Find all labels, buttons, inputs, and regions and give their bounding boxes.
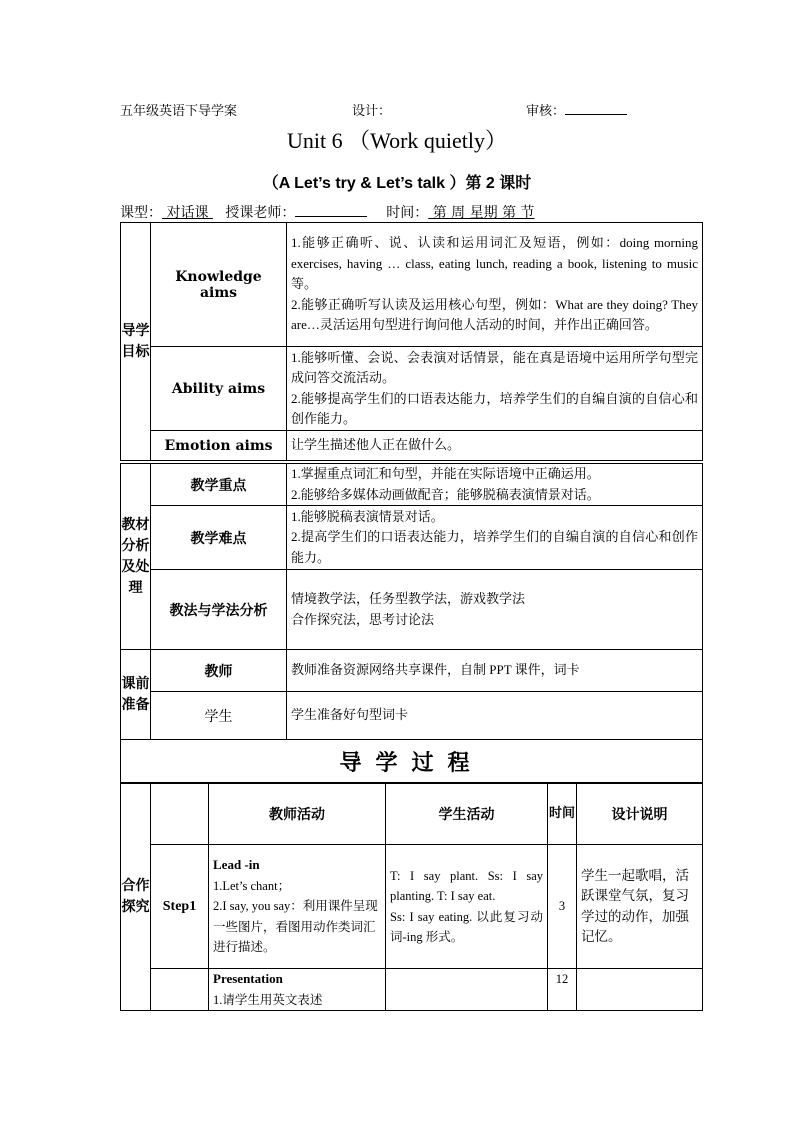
- analysis-table: [120, 463, 703, 784]
- ability-text-2: 2.能够提高学生们的口语表达能力，培养学生们的自编自演的自信心和创作能力。: [291, 390, 698, 426]
- analysis-section-label: 教材分析及处理: [121, 464, 151, 650]
- doc-type: 五年级英语下导学案: [120, 104, 238, 119]
- step1-time: 3: [548, 845, 577, 969]
- process-title: 导学过程: [121, 740, 703, 784]
- process-table: [120, 782, 703, 1011]
- knowledge-label: Knowledge aims: [151, 223, 287, 347]
- col-time: 时间: [548, 783, 577, 845]
- knowledge-text-1: 1.能够正确听、说、认读和运用词汇及短语，例如：doing morning exercises, having … class, eating lunch, reading a book, listening to music 等。: [291, 235, 698, 292]
- process-section-label: 合作探究: [121, 783, 151, 1011]
- step1-teacher-title: Lead -in: [213, 857, 260, 873]
- review-blank: [565, 102, 627, 115]
- step1-student-text-2: Ss: I say eating. 以此复习动词-ing 形式。: [390, 909, 543, 944]
- ability-text-1: 1.能够听懂、会说、会表演对话情景，能在真是语境中运用所学句型完成问答交流活动。: [291, 349, 698, 385]
- method-text: [287, 570, 703, 650]
- step1-design-notes: 学生一起歌唱，活跃课堂气氛，复习学过的动作，加强记忆。: [577, 845, 703, 969]
- prep-teacher-label: 教师: [151, 650, 287, 692]
- step1-teacher-line2: 2.I say, you say：利用课件呈现一些图片，看图用动作类词汇进行描述。: [213, 899, 378, 955]
- review-label: 审核：: [526, 104, 566, 119]
- type-value: 对话课: [162, 205, 213, 221]
- page-title: Unit 6 （Work quietly）: [286, 128, 508, 153]
- step2-teacher-line1: 1.请学生用英文表述: [213, 992, 323, 1007]
- knowledge-text-2: 2.能够正确听写认读及运用核心句型，例如：What are they doing? They are…灵活运用句型进行询问他人活动的时间，并作出正确回答。: [291, 296, 698, 333]
- page-subtitle: （A Let’s try & Let’s talk ）第 2 课时: [262, 175, 532, 192]
- emotion-label: Emotion aims: [151, 431, 287, 461]
- step2-time: 12: [548, 969, 577, 1011]
- key-points-text-1: 1.掌握重点词汇和句型，并能在实际语境中正确运用。: [291, 466, 600, 481]
- difficult-points-label: 教学难点: [151, 506, 287, 570]
- emotion-text: 让学生描述他人正在做什么。: [287, 431, 703, 461]
- header-step-cell: [151, 783, 209, 845]
- step2-label-cell: [151, 969, 209, 1011]
- key-points-text: [287, 464, 703, 506]
- lesson-info: [120, 202, 700, 222]
- design-label: 设计：: [352, 104, 392, 119]
- teacher-label: 授课老师：: [225, 205, 296, 221]
- step2-design-notes: [577, 969, 703, 1011]
- step1-teacher-activity: [209, 845, 386, 969]
- key-points-label: 教学重点: [151, 464, 287, 506]
- time-label: 时间：: [386, 205, 429, 221]
- step2-teacher-activity: [209, 969, 386, 1011]
- step2-teacher-title: Presentation: [213, 971, 283, 986]
- prep-teacher-text: 教师准备资源网络共享课件，自制 PPT 课件，词卡: [287, 650, 703, 692]
- step1-label: Step1: [151, 845, 209, 969]
- time-value: 第 周 星期 第 节: [428, 205, 535, 221]
- step1-student-activity: [386, 845, 548, 969]
- method-text-1: 情境教学法，任务型教学法，游戏教学法: [291, 591, 526, 606]
- step2-student-activity: [386, 969, 548, 1011]
- type-label: 课型：: [120, 205, 162, 221]
- prep-student-label: 学生: [151, 692, 287, 740]
- difficult-points-text-2: 2.提高学生们的口语表达能力，培养学生们的自编自演的自信心和创作能力。: [291, 529, 698, 565]
- method-text-2: 合作探究法，思考讨论法: [291, 611, 435, 627]
- col-teacher-activity: 教师活动: [209, 783, 386, 845]
- ability-label: Ability aims: [151, 347, 287, 431]
- difficult-points-text-1: 1.能够脱稿表演情景对话。: [291, 508, 444, 524]
- col-design-notes: 设计说明: [577, 783, 703, 845]
- prep-section-label: 课前准备: [121, 650, 151, 740]
- review-field: [526, 100, 627, 119]
- ability-text: [287, 347, 703, 431]
- col-student-activity: 学生活动: [386, 783, 548, 845]
- step1-student-text-1: T: I say plant. Ss: I say planting. T: I say eat.: [390, 868, 543, 903]
- teacher-blank: [295, 203, 367, 217]
- goals-section-label: 导学目标: [121, 223, 151, 461]
- knowledge-text: [287, 223, 703, 347]
- difficult-points-text: [287, 506, 703, 570]
- method-label: 教法与学法分析: [151, 570, 287, 650]
- prep-student-text: 学生准备好句型词卡: [287, 692, 703, 740]
- goals-table: [120, 222, 703, 461]
- key-points-text-2: 2.能够给多媒体动画做配音；能够脱稿表演情景对话。: [291, 486, 600, 502]
- step1-teacher-line1: 1.Let’s chant；: [213, 878, 291, 893]
